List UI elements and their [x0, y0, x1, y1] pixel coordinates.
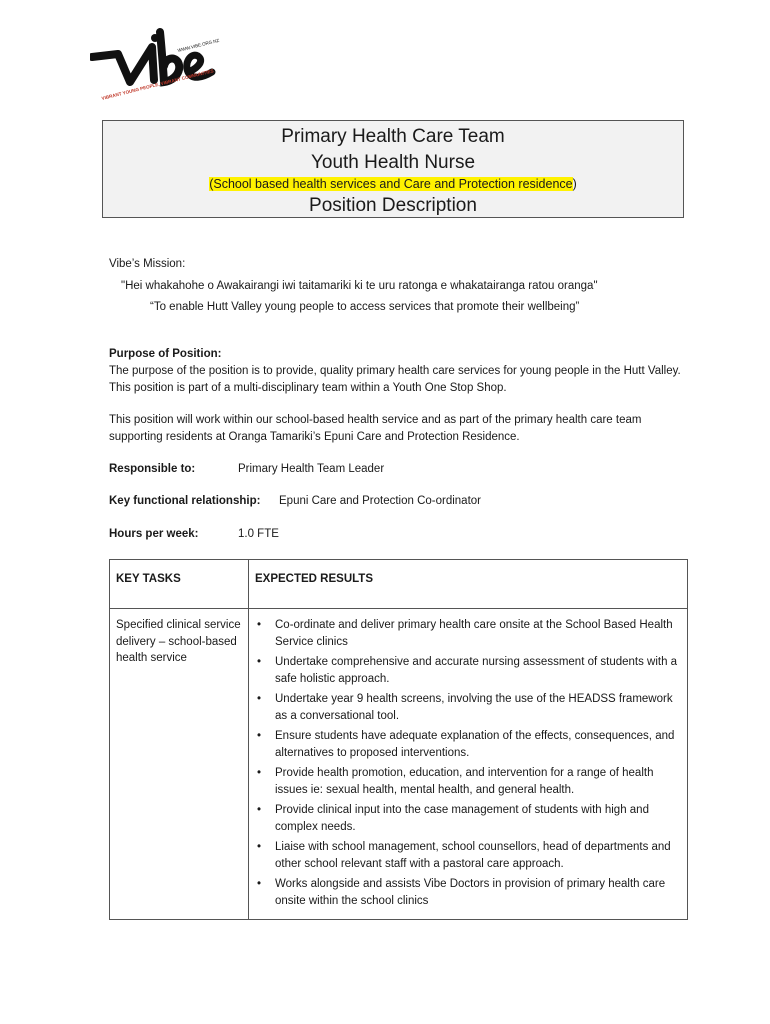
bullet-icon: • [257, 878, 262, 890]
task-text: Specified clinical service delivery – school-based health service [116, 619, 241, 664]
list-item [255, 617, 681, 650]
vibe-logo [90, 22, 225, 107]
role-title: Youth Health Nurse [310, 152, 476, 173]
list-item [255, 802, 681, 835]
result-text: Ensure students have adequate explanation of the effects, consequences, and alternatives to proposed interventions. [275, 730, 675, 759]
results-cell [249, 609, 688, 920]
key-tasks-header: KEY TASKS [110, 560, 249, 609]
mission-maori: "Hei whakahohe o Awakairangi iwi taitamariki ki te uru ratonga e whakatairanga ratou oranga" [121, 280, 598, 292]
role-subtitle [103, 176, 683, 192]
vibe-logo-graphic [90, 22, 225, 107]
purpose-paragraph-1: The purpose of the position is to provide, quality primary health care services for young people in the Hutt Valley. This position is part of a multi-disciplinary team within a Youth One Stop Shop. [109, 365, 681, 394]
task-cell [110, 609, 249, 920]
highlighted-subtitle: (School based health services and Care and Protection residence [209, 177, 573, 191]
key-tasks-table [109, 559, 688, 920]
team-title: Primary Health Care Team [281, 126, 505, 147]
bullet-icon: • [257, 693, 262, 705]
bullet-icon: • [257, 619, 262, 631]
list-item [255, 876, 681, 909]
hours-value: 1.0 FTE [238, 528, 279, 540]
result-text: Undertake year 9 health screens, involving the use of the HEADSS framework as a conversational tool. [275, 693, 673, 722]
result-text: Provide health promotion, education, and intervention for a range of health issues ie: sexual health, mental health, and general health. [275, 767, 654, 796]
list-item [255, 654, 681, 687]
purpose-heading: Purpose of Position: [109, 348, 222, 360]
result-text: Works alongside and assists Vibe Doctors in provision of primary health care onsite within the school clinics [275, 878, 666, 907]
responsible-label: Responsible to: [109, 463, 196, 475]
list-item [255, 765, 681, 798]
mission-english: “To enable Hutt Valley young people to access services that promote their wellbeing” [150, 301, 580, 313]
table-row [110, 609, 688, 920]
list-item [255, 728, 681, 761]
subtitle-close-paren: ) [572, 177, 577, 191]
svg-text:VIBRANT YOUNG PEOPLE, VIBRANT: VIBRANT YOUNG PEOPLE, VIBRANT COMMUNITIES [101, 68, 215, 101]
mission-label: Vibe’s Mission: [109, 258, 186, 270]
result-text: Provide clinical input into the case management of students with high and complex needs. [275, 804, 649, 833]
results-list [249, 609, 687, 919]
title-box [102, 120, 684, 218]
result-text: Liaise with school management, school counsellors, head of departments and other school relevant staff with a pastoral care approach. [275, 841, 671, 870]
result-text: Undertake comprehensive and accurate nursing assessment of students with a safe holistic approach. [275, 656, 678, 685]
hours-label: Hours per week: [109, 528, 199, 540]
expected-results-header: EXPECTED RESULTS [249, 560, 688, 609]
relationship-label: Key functional relationship: [109, 495, 261, 507]
bullet-icon: • [257, 767, 262, 779]
list-item [255, 839, 681, 872]
relationship-value: Epuni Care and Protection Co-ordinator [279, 495, 482, 507]
svg-text:WWW.VIBE.ORG.NZ: WWW.VIBE.ORG.NZ [177, 37, 220, 53]
result-text: Co-ordinate and deliver primary health care onsite at the School Based Health Service clinics [275, 619, 673, 648]
bullet-icon: • [257, 730, 262, 742]
bullet-icon: • [257, 841, 262, 853]
table-header-row [110, 560, 688, 609]
purpose-paragraph-2: This position will work within our school-based health service and as part of the primary health care team supporting residents at Oranga Tamariki’s Epuni Care and Protection Residence. [109, 414, 642, 443]
list-item [255, 691, 681, 724]
bullet-icon: • [257, 656, 262, 668]
document-title: Position Description [309, 195, 477, 216]
bullet-icon: • [257, 804, 262, 816]
responsible-value: Primary Health Team Leader [238, 463, 385, 475]
